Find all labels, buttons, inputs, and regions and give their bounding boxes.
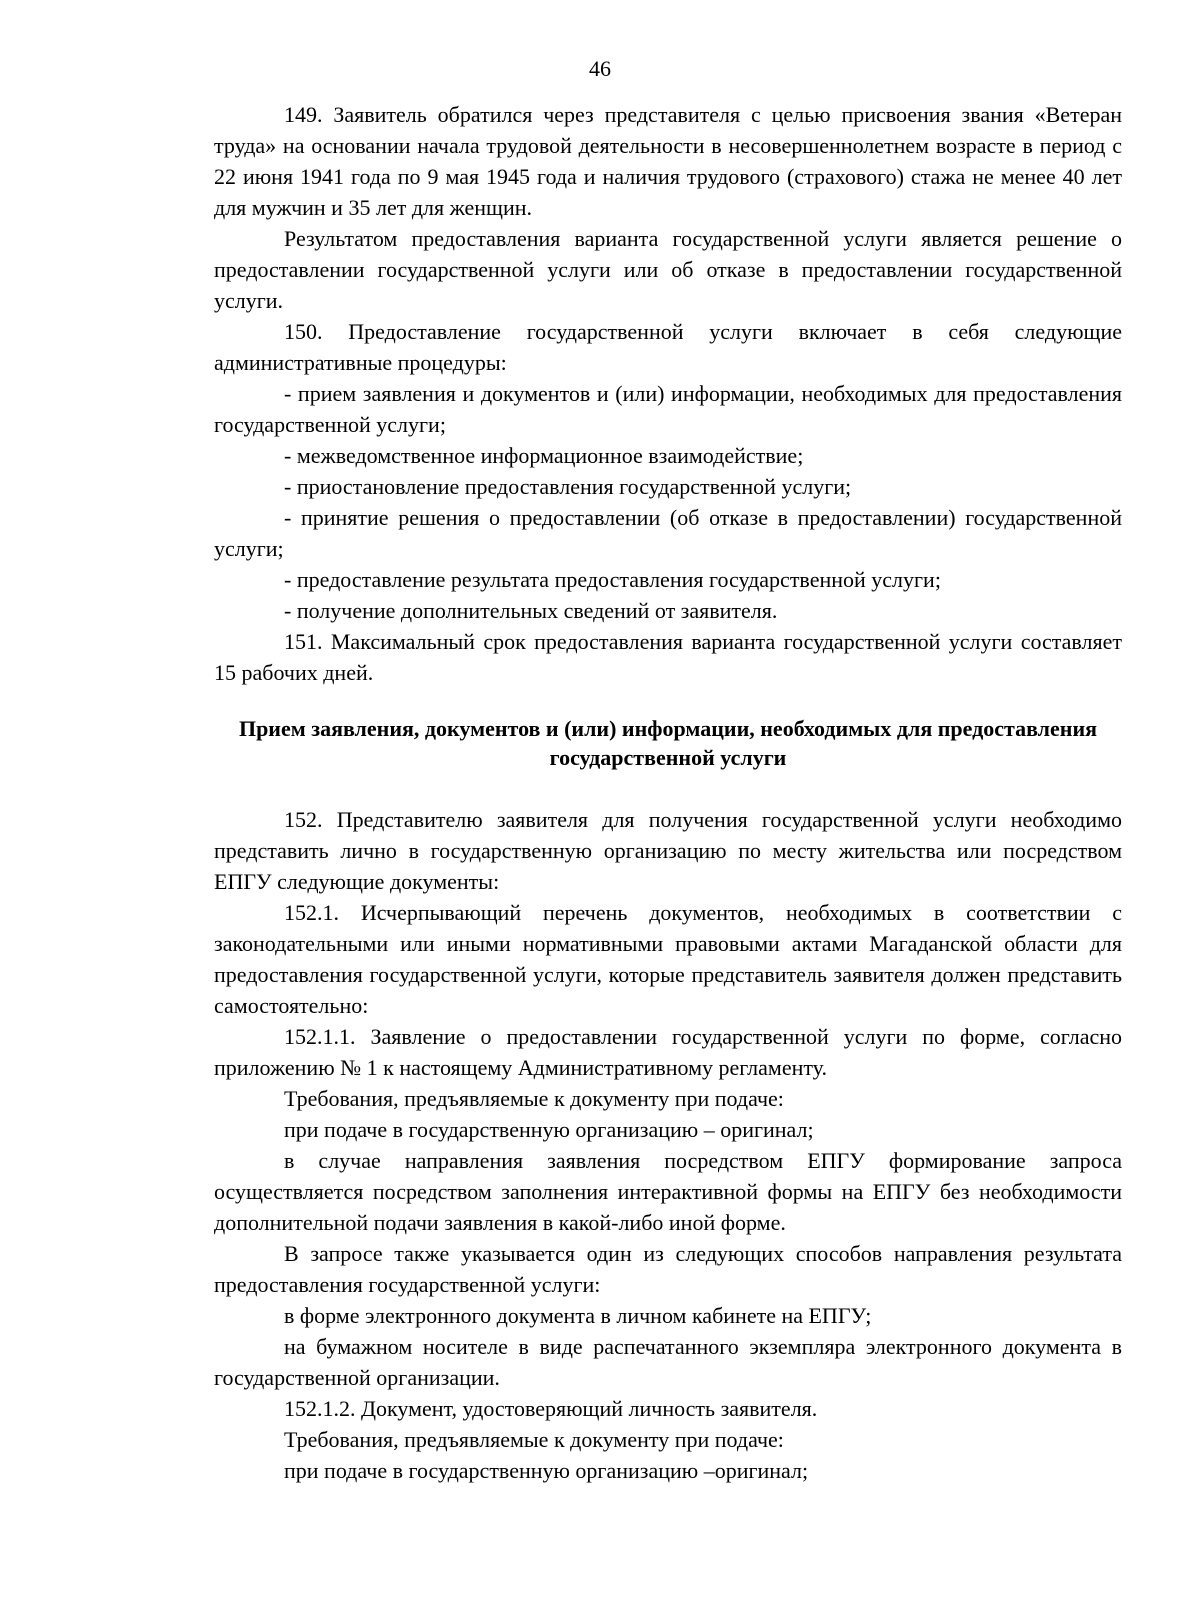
paragraph-151: 151. Максимальный срок предоставления варианта государственной услуги составляет 15 рабочих дней. <box>214 629 1122 685</box>
list-item-additional: - получение дополнительных сведений от заявителя. <box>284 598 778 623</box>
list-item-decision: - принятие решения о предоставлении (об отказе в предоставлении) государственной услуги; <box>214 505 1122 561</box>
paragraph-paper: на бумажном носителе в виде распечатанного экземпляра электронного документа в государственной организации. <box>214 1334 1122 1390</box>
paragraph-requirements: Требования, предъявляемые к документу при подаче: <box>284 1086 784 1111</box>
paragraph-152: 152. Представителю заявителя для получения государственной услуги необходимо представить лично в государственную организацию по месту жительства или посредством ЕПГУ следующие документы: <box>214 807 1122 894</box>
paragraph-result: Результатом предоставления варианта государственной услуги является решение о предоставлении государственной услуги или об отказе в предоставлении государственной услуги. <box>214 226 1122 313</box>
paragraph-electronic: в форме электронного документа в личном кабинете на ЕПГУ; <box>284 1303 872 1328</box>
list-item-reception: - прием заявления и документов и (или) информации, необходимых для предоставления государственной услуги; <box>214 381 1122 437</box>
list-item-suspension: - приостановление предоставления государственной услуги; <box>284 474 852 499</box>
paragraph-original-2: при подаче в государственную организацию –оригинал; <box>284 1458 809 1483</box>
section-heading: Прием заявления, документов и (или) информации, необходимых для предоставления государственной услуги <box>238 716 1098 770</box>
paragraph-152-1-2: 152.1.2. Документ, удостоверяющий личность заявителя. <box>284 1396 818 1421</box>
list-item-result: - предоставление результата предоставления государственной услуги; <box>284 567 941 592</box>
paragraph-request: В запросе также указывается один из следующих способов направления результата предоставления государственной услуги: <box>214 1241 1122 1297</box>
list-item-interaction: - межведомственное информационное взаимодействие; <box>284 443 804 468</box>
paragraph-150: 150. Предоставление государственной услуги включает в себя следующие административные процедуры: <box>214 319 1122 375</box>
paragraph-original: при подаче в государственную организацию – оригинал; <box>284 1117 814 1142</box>
paragraph-152-1: 152.1. Исчерпывающий перечень документов, необходимых в соответствии с законодательными или иными нормативными правовыми актами Магаданской области для предоставления государственной услуги, которые представитель заявителя должен представить самостоятельно: <box>214 900 1122 1018</box>
page-number: 46 <box>589 56 611 81</box>
paragraph-requirements-2: Требования, предъявляемые к документу при подаче: <box>284 1427 784 1452</box>
paragraph-epgu: в случае направления заявления посредством ЕПГУ формирование запроса осуществляется посредством заполнения интерактивной формы на ЕПГУ без необходимости дополнительной подачи заявления в какой-либо иной форме. <box>214 1148 1122 1235</box>
paragraph-152-1-1: 152.1.1. Заявление о предоставлении государственной услуги по форме, согласно приложению № 1 к настоящему Административному регламенту. <box>214 1024 1122 1080</box>
paragraph-149: 149. Заявитель обратился через представителя с целью присвоения звания «Ветеран труда» на основании начала трудовой деятельности в несовершеннолетнем возрасте в период с 22 июня 1941 года по 9 мая 1945 года и наличия трудового (страхового) стажа не менее 40 лет для мужчин и 35 лет для женщин. <box>214 102 1122 220</box>
